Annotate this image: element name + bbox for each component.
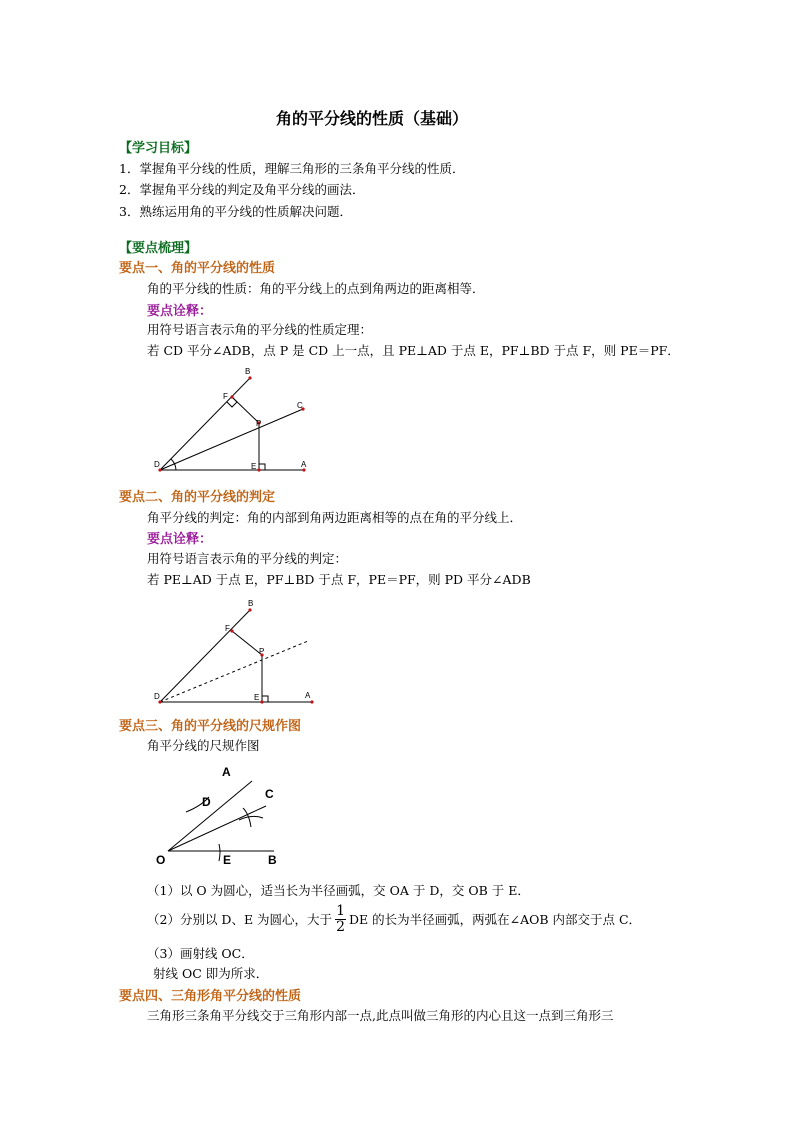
- fig1-label-e: E: [251, 462, 257, 471]
- fig3-label-c: C: [265, 787, 274, 801]
- point4-text: 三角形三条角平分线交于三角形内部一点,此点叫做三角形的内心且这一点到三角形三: [147, 1008, 614, 1023]
- construction-step-3: （3）画射线 OC．: [147, 946, 254, 961]
- point3-intro: 角平分线的尺规作图: [147, 738, 260, 753]
- fig2-label-f: F: [225, 624, 230, 633]
- fig2-label-b: B: [248, 599, 254, 608]
- fraction-numerator: 1: [336, 903, 345, 919]
- step2-suffix: DE 的长为半径画弧，两弧在∠AOB 内部交于点 C．: [348, 911, 642, 927]
- point3-heading: 要点三、角的平分线的尺规作图: [119, 719, 302, 734]
- fig3-label-e: E: [223, 853, 232, 867]
- objective-item: 1．掌握角平分线的性质，理解三角形的三条角平分线的性质．: [119, 161, 465, 176]
- fig2-label-e: E: [254, 693, 260, 702]
- fig3-label-a: A: [222, 765, 231, 779]
- step2-prefix: （2）分别以 D、E 为圆心，大于: [147, 911, 333, 927]
- figure2-points: [158, 608, 313, 703]
- fig1-label-a: A: [301, 460, 307, 469]
- point2-statement: 角平分线的判定：角的内部到角两边距离相等的点在角的平分线上．: [147, 510, 523, 525]
- point1-note-formula: 若 CD 平分∠ADB，点 P 是 CD 上一点，且 PE⊥AD 于点 E，PF⊥BD 于点 F，则 PE＝PF．: [147, 343, 680, 358]
- point4-heading: 要点四、三角形角平分线的性质: [119, 989, 302, 1004]
- construction-step-2: [147, 904, 641, 935]
- page-title: 角的平分线的性质（基础）: [276, 109, 469, 128]
- objective-item: 2．掌握角平分线的判定及角平分线的画法．: [119, 182, 365, 197]
- objectives-header: 【学习目标】: [119, 141, 198, 156]
- point1-heading: 要点一、角的平分线的性质: [119, 261, 276, 276]
- point2-note-intro: 用符号语言表示角的平分线的判定：: [147, 551, 348, 566]
- figure-bisector-criterion: [160, 610, 312, 702]
- objective-item: 3．熟练运用角的平分线的性质解决问题．: [119, 204, 352, 219]
- point2-heading: 要点二、角的平分线的判定: [119, 490, 276, 505]
- construction-step-1: （1）以 O 为圆心，适当长为半径画弧，交 OA 于 D，交 OB 于 E．: [147, 883, 530, 898]
- figure1-points: [158, 376, 305, 471]
- fig3-label-b: B: [268, 853, 277, 867]
- construction-conclusion: 射线 OC 即为所求．: [153, 966, 269, 981]
- point1-note-label: 要点诠释：: [147, 304, 213, 319]
- point2-note-formula: 若 PE⊥AD 于点 E，PF⊥BD 于点 F，PE＝PF，则 PD 平分∠ADB: [147, 572, 531, 587]
- point1-statement: 角的平分线的性质：角的平分线上的点到角两边的距离相等．: [147, 281, 485, 296]
- summary-header: 【要点梳理】: [119, 241, 198, 256]
- fig2-label-d: D: [154, 692, 160, 701]
- point1-note-intro: 用符号语言表示角的平分线的性质定理：: [147, 322, 373, 337]
- fig2-label-a: A: [305, 691, 311, 700]
- fig1-label-p: P: [256, 419, 262, 428]
- fig1-label-b: B: [245, 367, 251, 376]
- fig1-label-c: C: [297, 401, 303, 410]
- figure-construction: [168, 781, 274, 861]
- one-half-fraction: [335, 904, 346, 935]
- fig1-label-d: D: [154, 460, 160, 469]
- fig1-label-f: F: [223, 392, 228, 401]
- fig3-label-o: O: [156, 853, 166, 867]
- point2-note-label: 要点诠释：: [147, 532, 213, 547]
- fraction-denominator: 2: [336, 919, 345, 935]
- fig2-label-p: P: [259, 647, 265, 656]
- fig3-label-d: D: [202, 795, 211, 809]
- figure-bisector-property: [160, 378, 304, 470]
